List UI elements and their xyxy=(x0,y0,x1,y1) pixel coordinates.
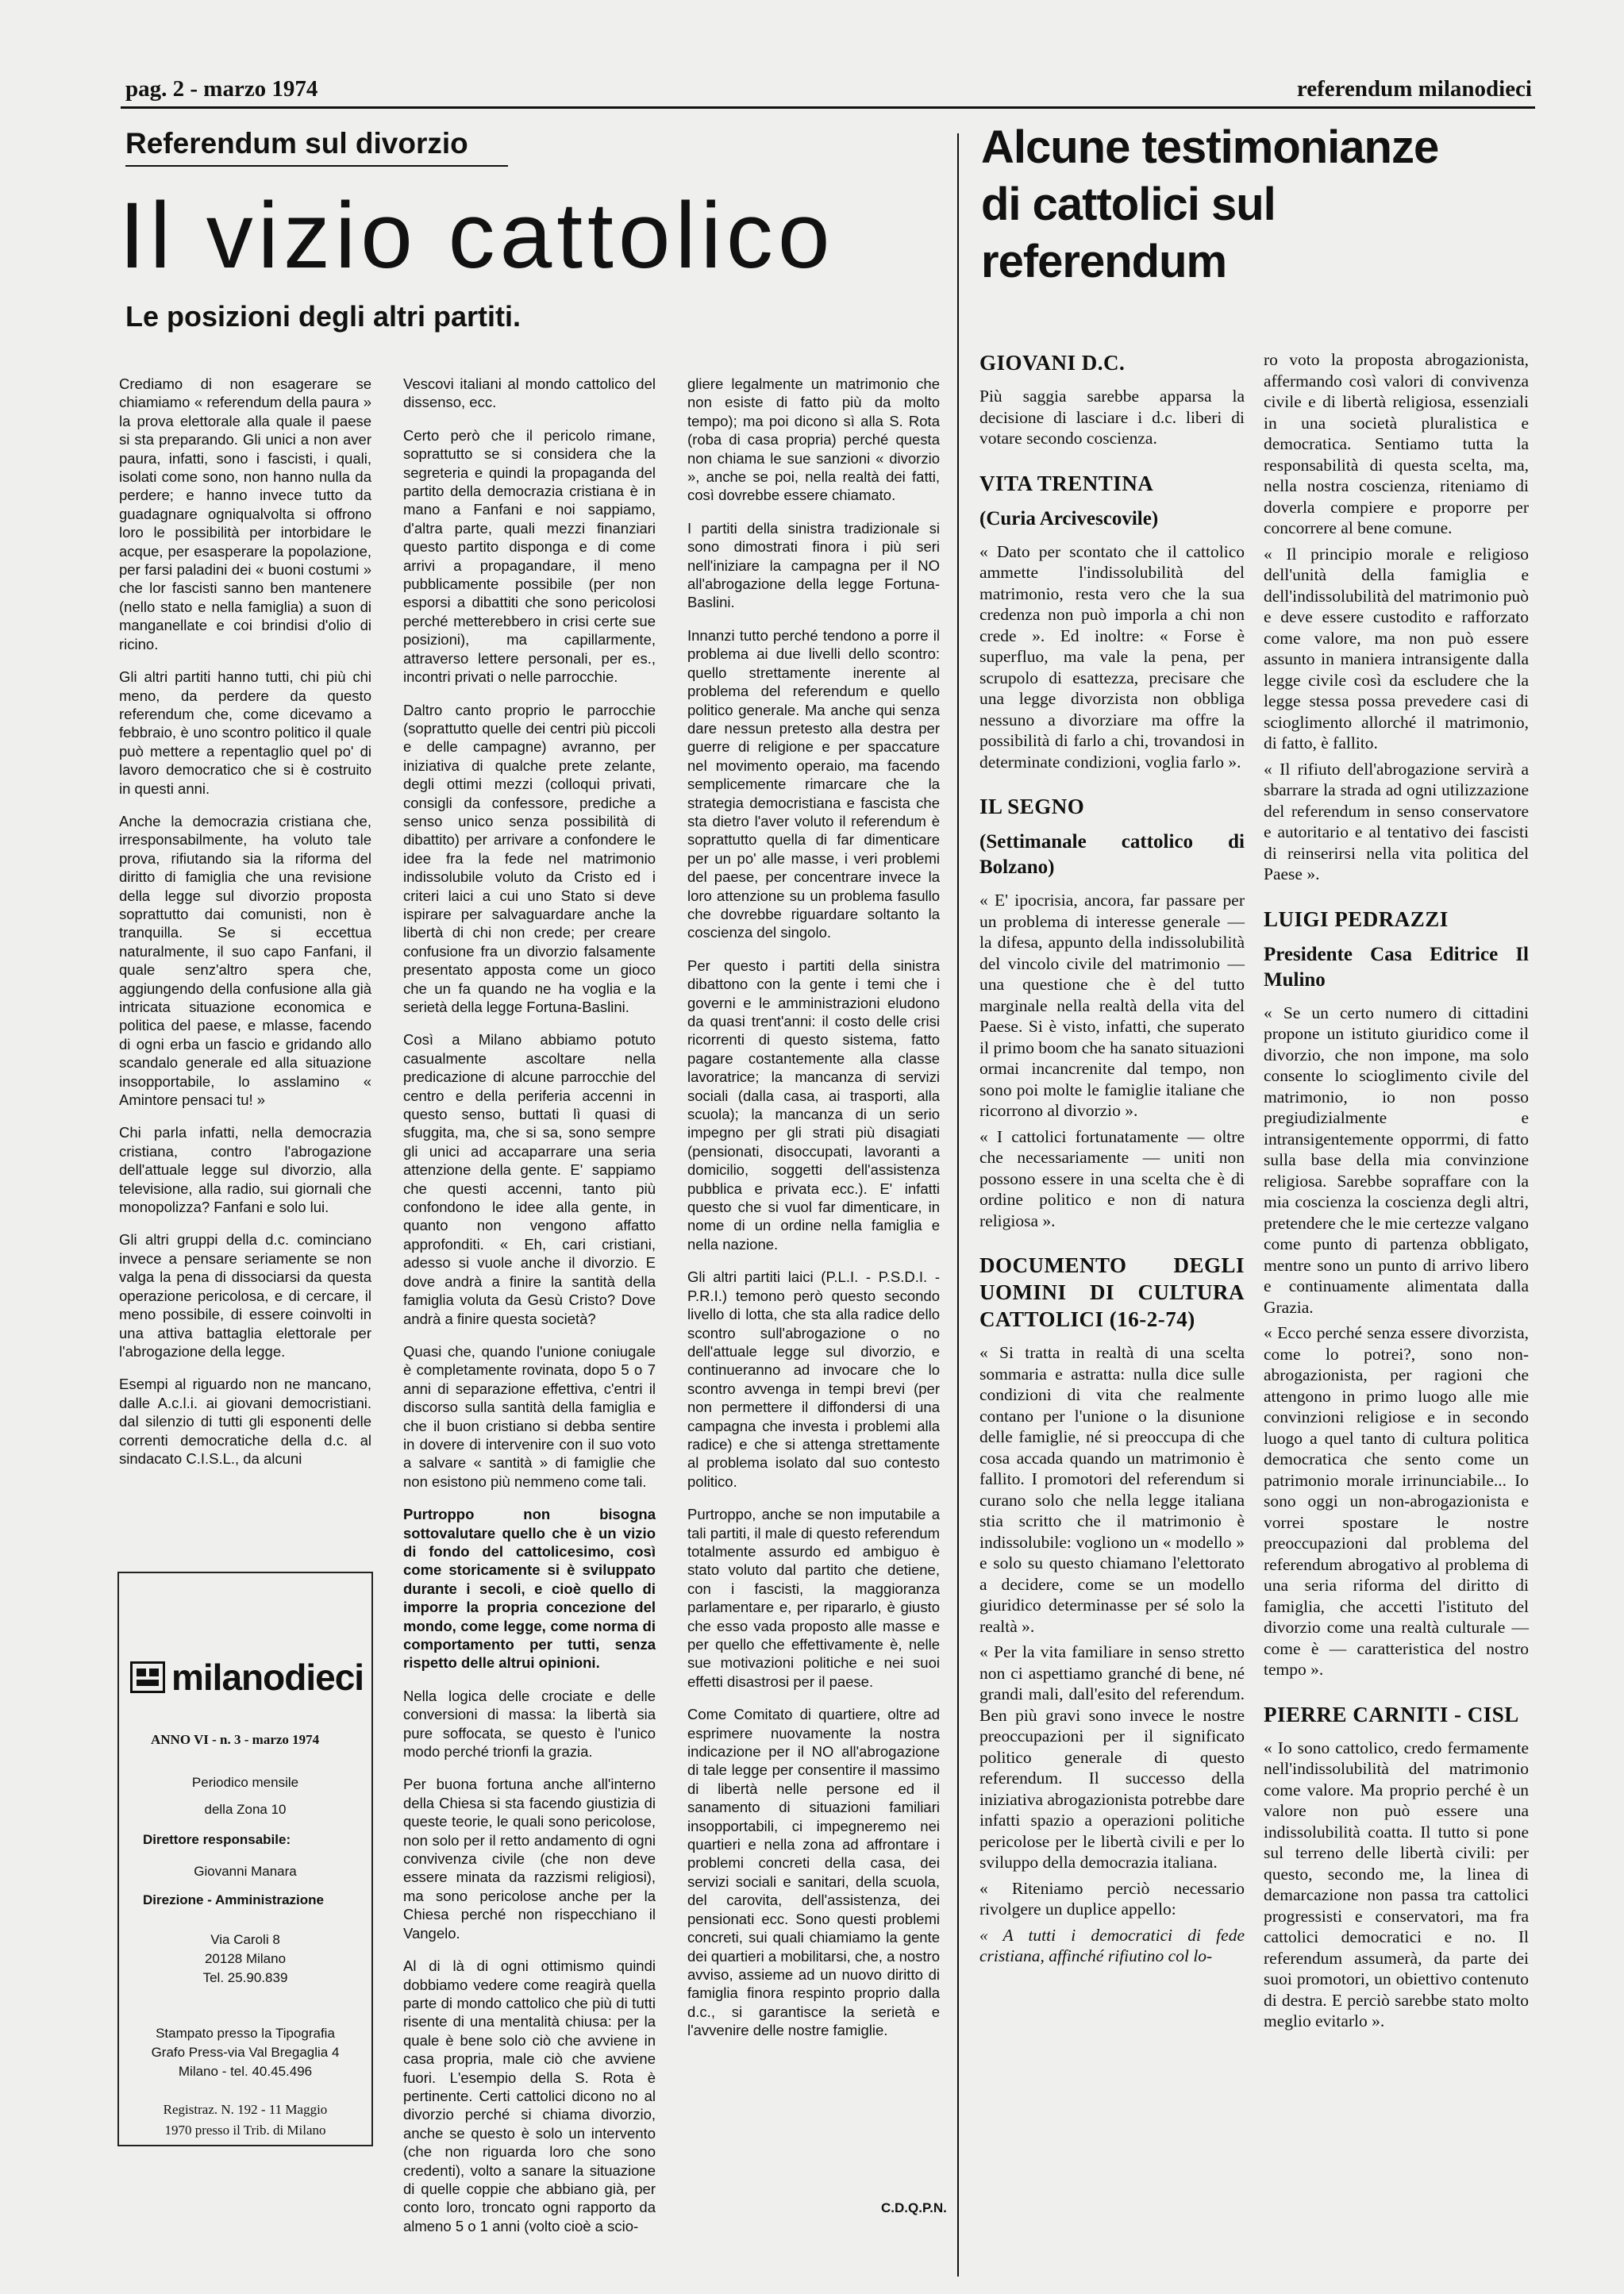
testimony-heading: DOCUMENTO DEGLI UOMINI DI CULTURA CATTOLICI (16-2-74) xyxy=(979,1253,1245,1331)
page-number-date: pag. 2 - marzo 1974 xyxy=(125,76,318,102)
article-paragraph: Anche la democrazia cristiana che, irresponsabilmente, ha voluto tale prova, rifiutando sia la riforma del diritto di famiglia che una revisione della legge sul divorzio proposta soprattutto dai comunisti, non è tranquilla. Se si eccettua naturalmente, il suo capo Fanfani, il quale senz'altro spera che, aggiungendo della confusione alla già intricata situazione economica e politica del paese, e mlasse, facendo di ogni erba un fascio e gridando allo scandalo generale ed alla situazione insopportabile, lo asslamino « Amintore pensaci tu! » xyxy=(119,812,371,1109)
article-column-3 xyxy=(687,375,940,2054)
article-paragraph: Vescovi italiani al mondo cattolico del dissenso, ecc. xyxy=(403,375,656,411)
article-column-1 xyxy=(119,375,371,1482)
testimony-paragraph: ro voto la proposta abrogazionista, affermando così valori di convivenza civile e di libertà religiosa, essenziali in una società pluralistica e democratica. Sentiamo tutta la responsabilità di questa scelta, ma, nella nostra coscienza, riteniamo di doverla compiere e proporre per concorrere al bene comune. xyxy=(1264,350,1529,537)
title-line-3: referendum xyxy=(981,236,1227,287)
column-separator xyxy=(957,133,959,2277)
article-paragraph: Certo però che il pericolo rimane, soprattutto se si considera che la segreteria e quindi la propaganda del partito della democrazia cristiana è in mano a Fanfani e noi sappiamo, d'altra parte, quali mezzi finanziari questo partito disponga e di come arrivi a propagandare, il meno pubblicamente possibile (per non esporsi a dibattiti che sono pericolosi perché metterebbero in crisi certe sue posizioni), ma capillarmente, attraverso lettere personali, per es., incontri privati o nelle parrocchie. xyxy=(403,426,656,686)
article-signature: C.D.Q.P.N. xyxy=(881,2200,947,2215)
section-header: referendum milanodieci xyxy=(1296,76,1532,102)
article-paragraph: I partiti della sinistra tradizionale si sono dimostrati finora i più seri nell'iniziare la campagna per il NO all'abrogazione della legge Fortuna-Baslini. xyxy=(687,519,940,611)
article-paragraph: Per questo i partiti della sinistra dibattono con la gente i temi che i governi e le amministrazioni eludono da quasi trent'anni: il costo delle crisi ricorrenti di questo sistema, fatto pagare costantemente alla classe lavoratrice; la mancanza di servizi sociali (dalla casa, ai trasporti, alla scuola); la mancanza di un serio impegno per gli strati più disagiati (pensionati, disoccupati, lavoranti a domicilio, soggetti dell'assistenza pubblica e privata ecc.). E' infatti questo che si vuol far dimenticare, in nome di un ordine nella famiglia e nella nazione. xyxy=(687,956,940,1253)
testimony-paragraph: « Ecco perché senza essere divorzista, come lo potrei?, sono non-abrogazionista, per ragioni che attengono in primo luogo alle mie convinzioni religiose e in secondo luogo a quel tanto di cultura politica democratica che sento come un patrimonio morale irrinunciabile... Io sono oggi un non-abrogazionista e vorrei spostare le nostre preoccupazioni dal problema del referendum abrogativo al problema di una seria riforma del diritto di famiglia, che accetti l'istituto del divorzio come una realtà culturale — come è — caratteristica del nostro tempo ». xyxy=(1264,1323,1529,1679)
article-paragraph: Al di là di ogni ottimismo quindi dobbiamo vedere come reagirà quella parte di mondo cattolico che più di tutti risente di una mentalità chiusa: per la quale è bene solo ciò che avviene in casa propria, male ciò che avviene fuori. L'esempio della S. Rota è pertinente. Certi cattolici dicono no al divorzio perché si chiama divorzio, anche se questo è solo un intervento (che non riguarda loro che sono credenti), volto a sanare la situazione di quelle coppie che abbiano già, per conto loro, troncato ogni rapporto da almeno 5 o 1 anni (volto cioè a scio- xyxy=(403,1957,656,2234)
article-paragraph: Crediamo di non esagerare se chiamiamo « referendum della paura » la prova elettorale alla quale il paese si sta preparando. Gli unici a non aver paura, infatti, sono i fascisti, i quali, isolati come sono, non hanno nulla da perdere; e hanno invece tutto da guadagnare ogniqualvolta si offrono loro le possibilità per intorbidare le acque, per esasperare la popolazione, per farsi paladini dei « buoni costumi » che lor fascisti sanno ben mantenere (nello stato e nella famiglia) a suon di manganellate e coi brindisi d'olio di ricino. xyxy=(119,375,371,652)
testimony-paragraph: Più saggia sarebbe apparsa la decisione di lasciare i d.c. liberi di votare secondo coscienza. xyxy=(979,387,1245,448)
director-label: Direttore responsabile: xyxy=(143,1832,291,1847)
article-kicker: Referendum sul divorzio xyxy=(125,127,468,160)
testimonials-column-2 xyxy=(1264,349,1529,2037)
right-article-title xyxy=(981,119,1438,291)
masthead-box xyxy=(117,1572,373,2146)
article-paragraph: Innanzi tutto perché tendono a porre il problema ai due livelli dello scontro: quello strettamente inerente al problema del referendum e quello politico generale. Ma anche qui senza dare nessun pretesto alla destra per guerre di religione e per spaccature nel movimento operaio, ma facendo semplicemente rimarcare che la strategia democristiana e fascista che sta dietro l'aver voluto il referendum è soprattutto quella di far dimenticare per un po' alle masse, i veri problemi del paese, per concentrare invece la loro attenzione su un problema fasullo che dovrebbe riguardare soltanto la coscienza del singolo. xyxy=(687,626,940,941)
issue-line: ANNO VI - n. 3 - marzo 1974 xyxy=(151,1732,320,1747)
article-column-2 xyxy=(403,375,656,2250)
title-line-2: di cattolici sul xyxy=(981,179,1276,230)
testimony-heading: VITA TRENTINA xyxy=(979,471,1154,495)
article-paragraph: Purtroppo, anche se non imputabile a tali partiti, il male di questo referendum totalmente assurdo ed ambiguo è stato voluto dal partito che detiene, con i fascisti, la maggioranza parlamentare e, per ripararlo, è giusto che esso vada proposto alle masse e per quello che effettivamente è, nelle sue motivazioni politiche e nei suoi effetti disastrosi per il paese. xyxy=(687,1506,940,1690)
testimony-heading: LUIGI PEDRAZZI xyxy=(1264,906,1449,931)
article-paragraph: Purtroppo non bisogna sottovalutare quello che è un vizio di fondo del cattolicesimo, così come storicamente si è sviluppato durante i secoli, e cioè quello di imporre la propria concezione del mondo, come legge, come norma di comportamento per tutti, senza rispetto delle altrui opinioni. xyxy=(403,1506,656,1672)
testimony-paragraph: « Si tratta in realtà di una scelta sommaria e astratta: nulla dice sulle condizioni di vita che realmente contano per l'unione o la disunione delle famiglie, né si preoccupa di che cosa accada quando un matrimonio è fallito. I promotori del referendum si curano solo che nella legge italiana stia scritto che il matrimonio è indissolubile: vogliono un « modello » e solo su questo chiamano l'elettorato a decidere, come se un modello giuridico determinasse per sé solo la realtà ». xyxy=(979,1343,1245,1636)
testimony-paragraph: « Dato per scontato che il cattolico ammette l'indissolubilità del matrimonio, resta vero che la sua credenza non può imporla a chi non crede ». Ed inoltre: « Forse è superfluo, ma vale la pena, per scrupolo di esattezza, precisare che una legge divorzista non obbliga nessuno a divorziare ma offre la possibilità di farlo a chi, trovandosi in determinate condizioni, voglia farlo ». xyxy=(979,541,1245,772)
testimony-paragraph: « A tutti i democratici di fede cristiana, affinché rifiutino col lo- xyxy=(979,1925,1245,1965)
article-paragraph: Gli altri partiti hanno tutti, chi più chi meno, da perdere da questo referendum che, come dicevamo a febbraio, è uno scontro politico il quale può mettere a repentaglio quel po' di lavoro democratico che si è costruito in questi anni. xyxy=(119,668,371,797)
director-name: Giovanni Manara xyxy=(194,1864,297,1879)
testimony-paragraph: « E' ipocrisia, ancora, far passare per un problema di interesse generale — la difesa, appunto della indissolubilità del vincolo civile del matrimonio — una questione che è del tutto marginale nella realtà della vita del Paese. Si è visto, infatti, che superato il primo boom che ha sanato situazioni ormai incancrenite dal tempo, non sono poi molte le famiglie italiane che ricorrono al divorzio ». xyxy=(979,891,1245,1120)
testimony-subheading: Presidente Casa Editrice Il Mulino xyxy=(1264,943,1529,991)
article-paragraph: Come Comitato di quartiere, oltre ad esprimere nuovamente la nostra indicazione per il NO all'abrogazione di tale legge per consentire il massimo di libertà nelle persone ed il sanamento di situazioni familiari insopportabili, ci impegneremo nei quartieri e nella zona ad affrontare i problemi concreti della casa, dei servizi sociali e sanitari, della scuola, del carovita, dell'assistenza, dei pensionati ecc. Sono questi problemi concreti, sui quali chiamiamo la gente dei quartieri a mobilitarsi, che, a nostro avviso, assieme ad un nuovo diritto di famiglia finora respinto proprio dalla d.c., si garantisce la serietà e l'avvenire delle nostre famiglie. xyxy=(687,1706,940,2039)
article-paragraph: Quasi che, quando l'unione coniugale è completamente rovinata, dopo 5 o 7 anni di separazione effettiva, c'entri il discorso sulla santità della famiglia e che il buon cristiano si debba sentire in dovere di intervenire con il suo voto a salvare « santità » di famiglie che non esistono più nemmeno come tali. xyxy=(403,1342,656,1490)
article-title: Il vizio cattolico xyxy=(119,183,835,288)
address-line-2: 20128 Milano xyxy=(204,1951,287,1966)
address-line-1: Via Caroli 8 xyxy=(210,1932,280,1947)
article-paragraph: Esempi al riguardo non ne mancano, dalle A.c.l.i. ai giovani democristiani. dal silenzio di tutti gli esponenti delle correnti democratiche della d.c. al sindacato C.I.S.L., da alcuni xyxy=(119,1376,371,1467)
article-subtitle: Le posizioni degli altri partiti. xyxy=(125,300,521,333)
testimony-subheading: (Settimanale cattolico di Bolzano) xyxy=(979,831,1245,878)
testimony-heading: PIERRE CARNITI - CISL xyxy=(1264,1702,1519,1726)
title-line-1: Alcune testimonianze xyxy=(981,121,1439,173)
admin-label: Direzione - Amministrazione xyxy=(143,1892,324,1907)
registration-line-2: 1970 presso il Trib. di Milano xyxy=(164,2123,326,2138)
header-rule xyxy=(121,106,1535,109)
testimony-heading: GIOVANI D.C. xyxy=(979,351,1126,375)
testimony-paragraph: « I cattolici fortunatamente — oltre che necessariamente — uniti non possono essere in una scelta che è di ordine politico e non di natura religiosa ». xyxy=(979,1126,1245,1230)
testimony-paragraph: « Riteniamo perciò necessario rivolgere un duplice appello: xyxy=(979,1878,1245,1919)
testimonials-column-1 xyxy=(979,349,1245,1972)
testimony-paragraph: « Se un certo numero di cittadini propone un istituto giuridico come il divorzio, che non impone, ma solo consente lo scioglimento civile del matrimonio, io non posso pregiudizialmente e intransigentemente opporrmi, di fatto sulla base della mia convinzione religiosa. Sarebbe sopraffare con la mia coscienza la coscienza degli altri, pretendere che le mie certezze valgano come punto di partenza obbligato, mentre sono un punto di arrivo libero e continuamente alimentata dalla Grazia. xyxy=(1264,1003,1529,1317)
testimony-subheading: (Curia Arcivescovile) xyxy=(979,507,1159,529)
registration-line-1: Registraz. N. 192 - 11 Maggio xyxy=(163,2102,328,2117)
printer-line-1: Stampato presso la Tipografia xyxy=(156,2026,335,2041)
testimony-paragraph: « Per la vita familiare in senso stretto non ci aspettiamo granché di bene, né grandi mali, dall'esito del referendum. Ben più gravi sono invece le nostre preoccupazioni per il significato politico generale di questo referendum. Il successo della iniziativa abrogazionista potrebbe dare infatti spazio a operazioni politiche pericolose per le libertà civili e per lo sviluppo della democrazia italiana. xyxy=(979,1642,1245,1872)
printer-line-3: Milano - tel. 40.45.496 xyxy=(178,2064,313,2079)
article-paragraph: Per buona fortuna anche all'interno della Chiesa si sta facendo giustizia di queste teorie, le quali sono pericolose, non solo per il retto andamento di ogni convivenza civile (che non deve essere minata da razzismi religiosi), ma sono pericolose anche per la Chiesa perché non rispecchiano il Vangelo. xyxy=(403,1776,656,1942)
printer-line-2: Grafo Press-via Val Bregaglia 4 xyxy=(151,2045,340,2060)
masthead-logo xyxy=(130,1656,364,1699)
phone-line: Tel. 25.90.839 xyxy=(202,1970,288,1985)
article-paragraph: Nella logica delle crociate e delle conversioni di massa: la libertà sia pure soffocata, se questo è l'unico modo perché trionfi la grazia. xyxy=(403,1687,656,1761)
article-paragraph: Chi parla infatti, nella democrazia cristiana, contro l'abrogazione dell'attuale legge sul divorzio, alla televisione, alla radio, sui giornali che monopolizza? Fanfani e solo lui. xyxy=(119,1124,371,1216)
article-paragraph: gliere legalmente un matrimonio che non esiste di fatto più da molto tempo); ma poi dicono sì alla S. Rota (roba di casa propria) perché questa non chiama le sue sanzioni « divorzio », anche se poi, nella realtà dei fatti, così dovrebbe essere chiamato. xyxy=(687,375,940,504)
logo-text: milanodieci xyxy=(171,1657,364,1698)
article-paragraph: Gli altri gruppi della d.c. cominciano invece a pensare seriamente se non valga la pena di dissociarsi da questa operazione pericolosa, e di cercare, il meno possibile, di essere coinvolti in una attiva battaglia elettorale per l'abrogazione della legge. xyxy=(119,1231,371,1360)
periodic-line: Periodico mensile xyxy=(191,1775,299,1790)
zone-line: della Zona 10 xyxy=(204,1802,287,1817)
article-paragraph: Così a Milano abbiamo potuto casualmente ascoltare nella predicazione di alcune parrocchie del centro e della periferia accenni in questo senso, buttati lì quasi di sfuggita, ma, che si sa, sono sempre gli unici ad accaparrare una seria attenzione della gente. E' sappiamo che questi accenni, tanto più confondono le idee alla gente, in quanto non vengono affatto approfonditi. « Eh, cari cristiani, adesso si vuole anche il divorzio. E dove andrà a finire la santità della famiglia voluta da Gesù Cristo? Dove andrà a finire questa società? xyxy=(403,1031,656,1327)
testimony-paragraph: « Io sono cattolico, credo fermamente nell'indissolubilità del matrimonio come valore. Ma proprio perché è un valore non può essere una indissolubilità coatta. Il tutto si pone sul terreno delle libertà civili: per questo, secondo me, la linea di demarcazione non passa tra cattolici progressisti e conservatori, ma fra cattolici democratici e no. Il referendum assumerà, da parte dei suoi promotori, un obiettivo contenuto di destra. E perciò sarebbe stato molto meglio evitarlo ». xyxy=(1264,1738,1529,2030)
testimony-paragraph: « Il rifiuto dell'abrogazione servirà a sbarrare la strada ad ogni utilizzazione del referendum in senso conservatore e autoritario e al tentativo dei fascisti di reinserirsi nella vita politica del Paese ». xyxy=(1264,759,1529,883)
article-paragraph: Daltro canto proprio le parrocchie (soprattutto quelle dei centri più piccoli e delle campagne) avranno, per iniziativa di qualche prete zelante, degli ottimi mezzi (colloqui privati, consigli da confessore, prediche a senso unico senza possibilità di dibattito) per arrivare a confondere le idee fra la fede nel matrimonio indissolubile voluto da Cristo ed i criteri laici a cui uno Stato si deve ispirare per salvaguardare anche la libertà di chi non crede; per creare confusione fra un divorzio falsamente presentato apposta come un gioco che un fa quando ne ha voglia e la serietà della legge Fortuna-Baslini. xyxy=(403,701,656,1015)
testimony-heading: IL SEGNO xyxy=(979,795,1085,818)
testimony-paragraph: « Il principio morale e religioso dell'unità della famiglia e dell'indissolubilità del matrimonio può e deve essere custodito e rafforzato come valore, ma non può essere assunto in maniera intransigente dalla legge civile così da escludere che la legge stessa possa prevedere casi di scioglimento allorché il matrimonio, di fatto, è fallito. xyxy=(1264,544,1529,752)
kicker-underline xyxy=(125,165,508,167)
logo-mark-icon xyxy=(130,1661,165,1693)
article-paragraph: Gli altri partiti laici (P.L.I. - P.S.D.I. - P.R.I.) temono però questo secondo livello di lotta, che sta alla radice dello scontro sull'abrogazione o no dell'attuale legge sul divorzio, e continueranno ad invocare che lo scontro avvenga in tempi brevi (per non permettere il diffondersi di una campagna che investa i problemi alla radice) e che si attenga strettamente al problema isolato dal suo contesto politico. xyxy=(687,1268,940,1490)
